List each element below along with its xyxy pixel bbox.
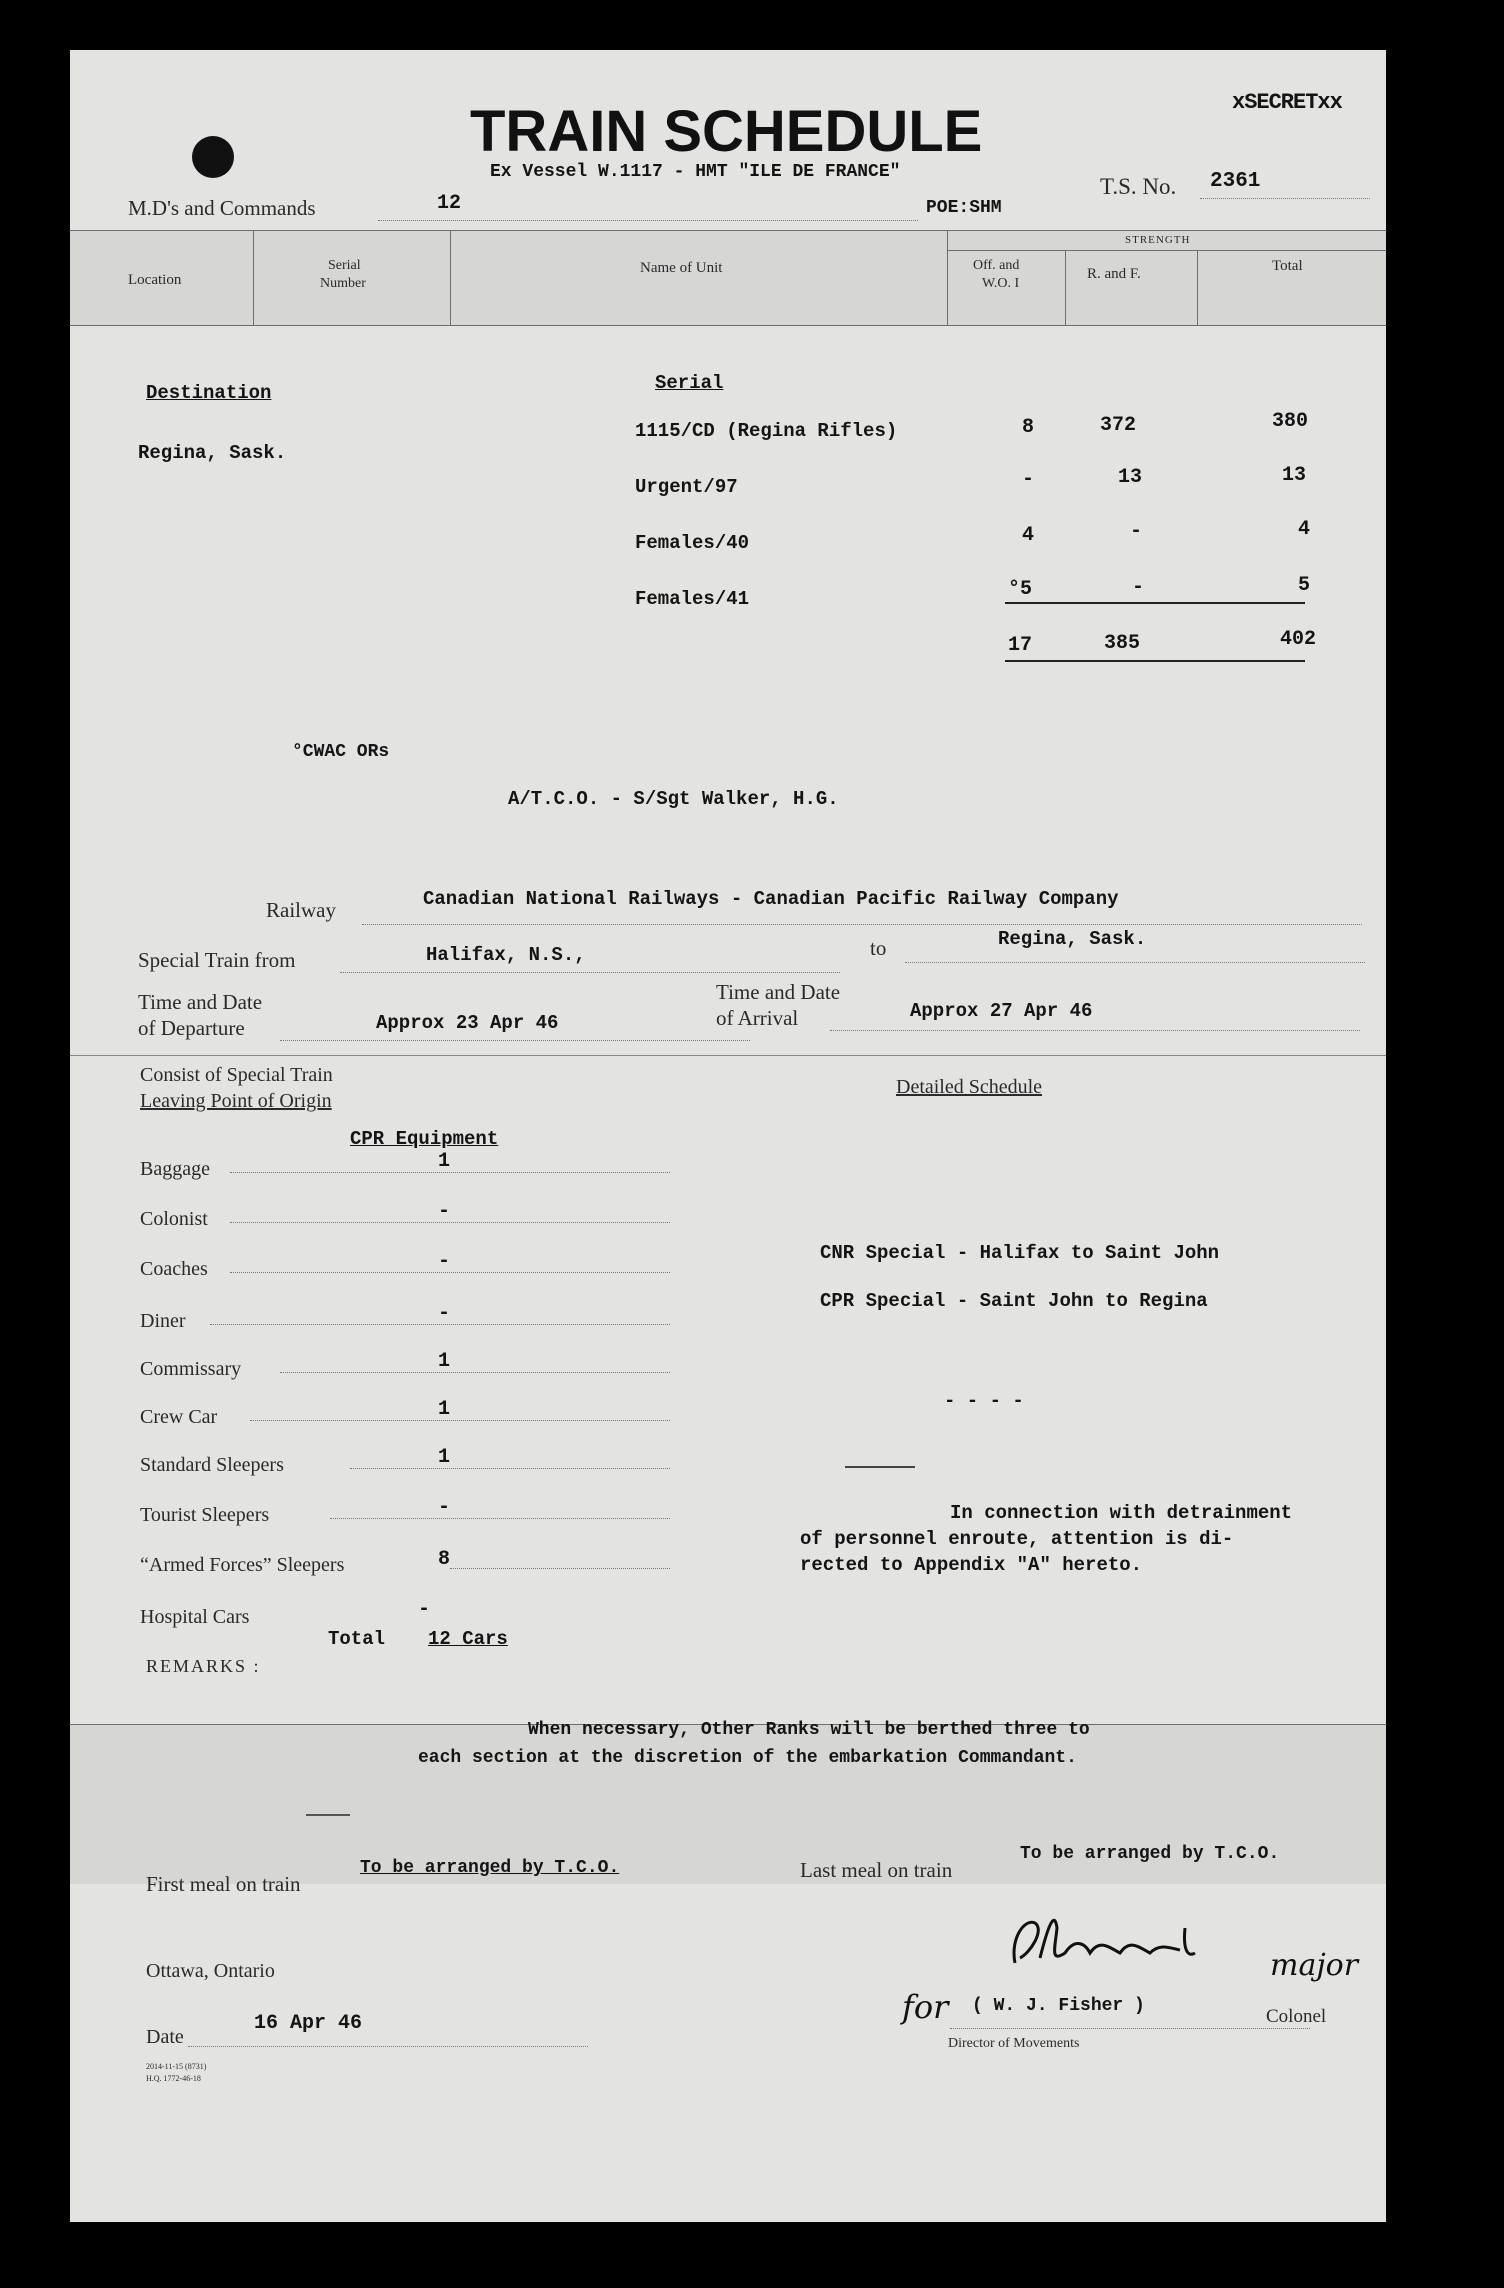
signature-text [1010, 1940, 1076, 1951]
units-total-rf: 385 [1104, 632, 1141, 655]
remarks-line-2: each section at the discretion of the embarkation Commandant. [418, 1748, 1077, 1768]
from-label: Special Train from [138, 948, 296, 972]
detailed-schedule-heading: Detailed Schedule [896, 1076, 1043, 1098]
place-label: Ottawa, Ontario [146, 1960, 275, 1982]
director-label: Director of Movements [948, 2036, 1080, 2051]
departure-label-1: Time and Date [138, 990, 263, 1014]
consist-item-5-label: Crew Car [140, 1406, 218, 1428]
destination-label: Destination [146, 382, 272, 404]
consist-item-2-value: - [438, 1250, 451, 1273]
md-label: M.D's and Commands [128, 196, 316, 220]
atco-line: A/T.C.O. - S/Sgt Walker, H.G. [508, 788, 839, 810]
date-label: Date [146, 2026, 184, 2048]
col-total: Total [1272, 258, 1303, 274]
col-off-wo-1: Off. and [973, 258, 1020, 273]
consist-item-7-label: Tourist Sleepers [140, 1504, 270, 1526]
departure-label-2: of Departure [138, 1016, 245, 1040]
unit-row-2-name: Females/40 [635, 532, 750, 554]
col-location: Location [128, 272, 182, 288]
arrival-label-1: Time and Date [716, 980, 841, 1004]
units-footnote: °CWAC ORs [292, 742, 390, 762]
consist-item-5-value: 1 [438, 1398, 451, 1421]
schedule-note-2: of personnel enroute, attention is di- [800, 1528, 1234, 1550]
arrival-label-2: of Arrival [716, 1006, 799, 1030]
poe-value: POE:SHM [926, 198, 1002, 218]
schedule-line-2: CPR Special - Saint John to Regina [820, 1290, 1208, 1312]
remarks-label: REMARKS : [146, 1656, 261, 1676]
consist-item-3-value: - [438, 1302, 451, 1325]
consist-item-1-value: - [438, 1200, 451, 1223]
last-meal-value: To be arranged by T.C.O. [1020, 1844, 1280, 1864]
consist-total-label: Total [328, 1628, 386, 1650]
signature-rank: major [1270, 1948, 1359, 1983]
consist-item-7-value: - [438, 1496, 451, 1519]
col-r-and-f: R. and F. [1087, 266, 1141, 282]
consist-label-2: Leaving Point of Origin [140, 1090, 332, 1112]
consist-item-2-label: Coaches [140, 1258, 208, 1280]
secret-stamp: xSECRETxx [1232, 90, 1342, 115]
destination-value: Regina, Sask. [138, 442, 287, 464]
consist-item-8-label: “Armed Forces” Sleepers [140, 1554, 345, 1576]
ts-value: 2361 [1210, 170, 1261, 193]
unit-row-3-total: 5 [1298, 574, 1311, 597]
first-meal-value: To be arranged by T.C.O. [360, 1858, 620, 1878]
md-value: 12 [437, 192, 462, 215]
unit-row-3-name: Females/41 [635, 588, 750, 610]
consist-item-4-value: 1 [438, 1350, 451, 1373]
last-meal-label: Last meal on train [800, 1858, 953, 1882]
consist-item-9-value: - [418, 1598, 431, 1621]
unit-row-0-total: 380 [1272, 410, 1309, 433]
consist-total-value: 12 Cars [428, 1628, 508, 1650]
consist-item-9-label: Hospital Cars [140, 1606, 250, 1628]
unit-row-0-off: 8 [1022, 416, 1035, 439]
for-mark: for [902, 1988, 949, 2026]
railway-label: Railway [266, 898, 336, 922]
unit-row-1-name: Urgent/97 [635, 476, 738, 498]
consist-item-8-value: 8 [438, 1548, 451, 1571]
unit-row-1-off: - [1022, 468, 1035, 491]
unit-row-2-total: 4 [1298, 518, 1311, 541]
hole-punch [192, 136, 234, 178]
schedule-note-3: rected to Appendix "A" hereto. [800, 1554, 1143, 1576]
railway-value: Canadian National Railways - Canadian Pacific Railway Company [423, 888, 1119, 910]
consist-label-1: Consist of Special Train [140, 1064, 333, 1086]
ts-label: T.S. No. [1100, 174, 1177, 199]
col-strength: STRENGTH [1125, 234, 1191, 246]
signer-rank: Colonel [1266, 2006, 1327, 2027]
from-value: Halifax, N.S., [426, 944, 586, 966]
vessel-line: Ex Vessel W.1117 - HMT "ILE DE FRANCE" [490, 162, 901, 182]
equipment-heading: CPR Equipment [350, 1128, 499, 1150]
departure-value: Approx 23 Apr 46 [376, 1012, 559, 1034]
units-total-total: 402 [1280, 628, 1317, 651]
page-title: TRAIN SCHEDULE [470, 99, 983, 164]
to-label: to [870, 936, 887, 960]
document-page [70, 50, 1386, 2222]
unit-row-2-rf: - [1130, 520, 1143, 543]
col-off-wo-2: W.O. I [982, 276, 1020, 291]
unit-row-0-rf: 372 [1100, 414, 1137, 437]
signer-name: ( W. J. Fisher ) [972, 1996, 1145, 2016]
schedule-line-1: CNR Special - Halifax to Saint John [820, 1242, 1220, 1264]
unit-row-3-rf: - [1132, 576, 1145, 599]
col-name-of-unit: Name of Unit [640, 260, 723, 276]
form-code-1: 2014-11-15 (8731) [146, 2062, 207, 2071]
units-total-off: 17 [1008, 634, 1033, 657]
unit-row-0-name: 1115/CD (Regina Rifles) [635, 420, 898, 442]
unit-row-1-rf: 13 [1118, 466, 1143, 489]
serial-label: Serial [655, 372, 724, 394]
consist-item-4-label: Commissary [140, 1358, 242, 1380]
arrival-value: Approx 27 Apr 46 [910, 1000, 1093, 1022]
to-value: Regina, Sask. [998, 928, 1147, 950]
consist-item-1-label: Colonist [140, 1208, 208, 1230]
unit-row-1-total: 13 [1282, 464, 1307, 487]
unit-row-2-off: 4 [1022, 524, 1035, 547]
consist-item-0-value: 1 [438, 1150, 451, 1173]
col-serial-2: Number [320, 276, 366, 291]
consist-item-6-label: Standard Sleepers [140, 1454, 284, 1476]
consist-item-6-value: 1 [438, 1446, 451, 1469]
date-value: 16 Apr 46 [254, 2012, 363, 2035]
unit-row-3-off: °5 [1008, 578, 1033, 601]
first-meal-label: First meal on train [146, 1872, 301, 1896]
form-code-2: H.Q. 1772-46-18 [146, 2074, 201, 2083]
schedule-note-1: In connection with detrainment [950, 1502, 1293, 1524]
schedule-separator: - - - - [944, 1390, 1024, 1412]
col-serial-1: Serial [328, 258, 361, 273]
consist-item-0-label: Baggage [140, 1158, 210, 1180]
remarks-line-1: When necessary, Other Ranks will be berthed three to [528, 1720, 1090, 1740]
consist-item-3-label: Diner [140, 1310, 186, 1332]
